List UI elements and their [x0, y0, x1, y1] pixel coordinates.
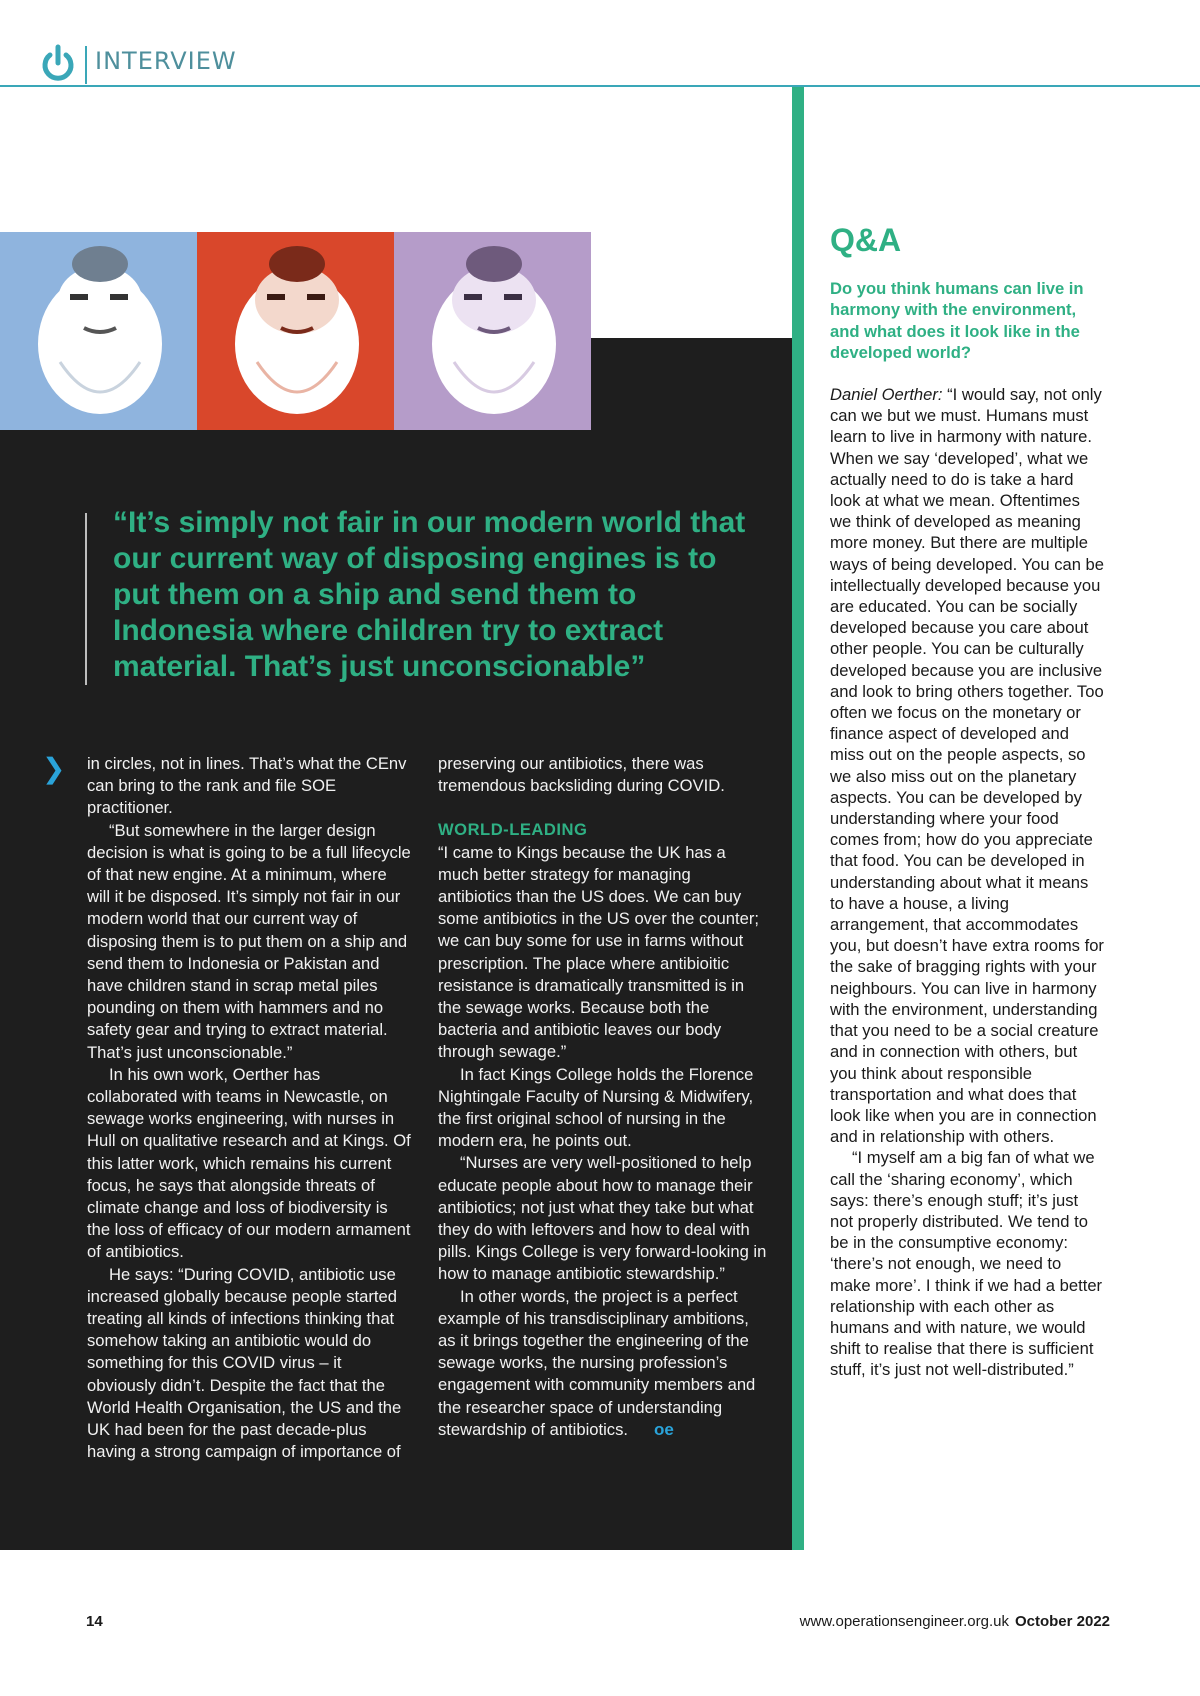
continuation-arrow-icon: ❯ [42, 752, 66, 785]
footer-date: October 2022 [1014, 1613, 1110, 1630]
body-paragraph-last [438, 1286, 768, 1441]
power-icon [40, 43, 76, 83]
body-paragraph: He says: “During COVID, antibiotic use increased globally because people started treating all kinds of infections thinking that somehow taking an antibiotic would do something for this COVID virus – it obviously didn’t. Despite the fact that the World Health Organisation, the US and the UK had been for the past decade-plus having a strong campaign of importance of [87, 1264, 402, 1462]
body-paragraph: preserving our antibiotics, there was tremendous backsliding during COVID. [438, 754, 725, 796]
qa-question: Do you think humans can live in harmony with the environment, and what does it look like in the developed world? [830, 279, 1084, 362]
qa-answer [830, 384, 1105, 1381]
qa-heading: Q&A [830, 222, 902, 258]
qa-answer-paragraph: “I myself am a big fan of what we call the ‘sharing economy’, which says: there’s enough stuff; it’s just not properly distributed. We tend to be in the consumptive economy: ‘there’s not enough, we need to make more’. I think if we had a better relationship with each other as humans and with nature, we would shift to realise that there is sufficient stuff, it’s just not well-distributed.” [830, 1148, 1103, 1380]
body-column-middle [438, 753, 768, 1441]
green-accent-bar [792, 87, 804, 1550]
page-number: 14 [86, 1613, 103, 1630]
body-paragraph: “I came to Kings because the UK has a much better strategy for managing antibiotics than the US does. We can buy some antibiotics in the US over the counter; we can buy some for use in farms without prescription. The place where antibioitic resistance is dramatically transmitted is in the sewage works. Because both the bacteria and antibiotic leaves our body through sewage.” [438, 842, 759, 1062]
body-paragraph: In his own work, Oerther has collaborated with teams in Newcastle, on sewage works engineering, with nurses in Hull on qualitative research and at Kings. Of this latter work, which remains his current focus, he says that alongside threats of climate change and loss of biodiversity is the loss of efficacy of our modern armament of antibiotics. [87, 1064, 411, 1262]
body-paragraph: In fact Kings College holds the Florence Nightingale Faculty of Nursing & Midwifery, the first original school of nursing in the modern era, he points out. [438, 1064, 754, 1151]
body-paragraph: “But somewhere in the larger design decision is what is going to be a full lifecycle of that new engine. At a minimum, where will it be disposed. It’s simply not fair in our modern world that our current way of disposing them is to put them on a ship and send them to Indonesia or Pakistan and have children stand in scrap metal piles pounding on them with hammers and no safety gear and trying to extract material. That’s just unconscionable.” [87, 820, 411, 1062]
header-divider [85, 46, 87, 84]
body-paragraph: “Nurses are very well-positioned to help educate people about how to manage their antibiotics; not just what they take but what they do with leftovers and how to deal with pills. Kings College is very forward-looking in how to manage antibiotic stewardship.” [438, 1153, 767, 1284]
pull-quote-rule [85, 513, 87, 685]
portrait-blue [0, 232, 197, 430]
end-mark-icon: oe [654, 1419, 674, 1439]
pull-quote: “It’s simply not fair in our modern world that our current way of disposing engines is to put them on a ship and send them to Indonesia where children try to extract material. That’s just unconscionable” [113, 506, 746, 683]
qa-answer-text: “I would say, not only can we but we must. Humans must learn to live in harmony with nature. When we say ‘developed’, what we actually need to do is take a hard look at what we mean. Oftentimes we think of developed as meaning more money. But there are multiple ways of being developed. You can be intellectually developed because you are educated. You can be socially developed because you care about other people. You can be culturally developed because you are inclusive and look to bring others together. Too often we focus on the monetary or finance aspect of developed and miss out on the people aspects, so we also miss out on the planetary aspects. You can be developed by understanding where your food comes from; how do you appreciate that food. You can be developed in understanding about what it means to have a house, a living arrangement, that accommodates you, but doesn’t have extra rooms for the sake of bragging rights with your neighbours. You can live in harmony with the environment, understanding that you need to be a social creature and in connection with others, but you think about responsible transportation and what does that look like when you are in connection and in relationship with others. [830, 385, 1105, 1147]
body-paragraph: in circles, not in lines. That’s what the CEnv can bring to the rank and file SOE practitioner. [87, 754, 407, 818]
footer-credits [800, 1613, 1110, 1630]
section-label: INTERVIEW [95, 47, 237, 75]
subheading: WORLD-LEADING [438, 820, 588, 840]
body-paragraph-text: In other words, the project is a perfect example of his transdisciplinary ambitions, as it brings together the engineering of the sewage works, the nursing profession’s engagement with community members and the researcher space of understanding stewardship of antibiotics. [438, 1286, 756, 1439]
header-rule [0, 85, 1200, 87]
body-column-left [87, 753, 412, 1464]
footer-url[interactable]: www.operationsengineer.org.uk [799, 1613, 1009, 1630]
qa-speaker: Daniel Oerther: [830, 385, 943, 404]
portrait-red [197, 232, 394, 430]
portrait-purple [394, 232, 591, 430]
